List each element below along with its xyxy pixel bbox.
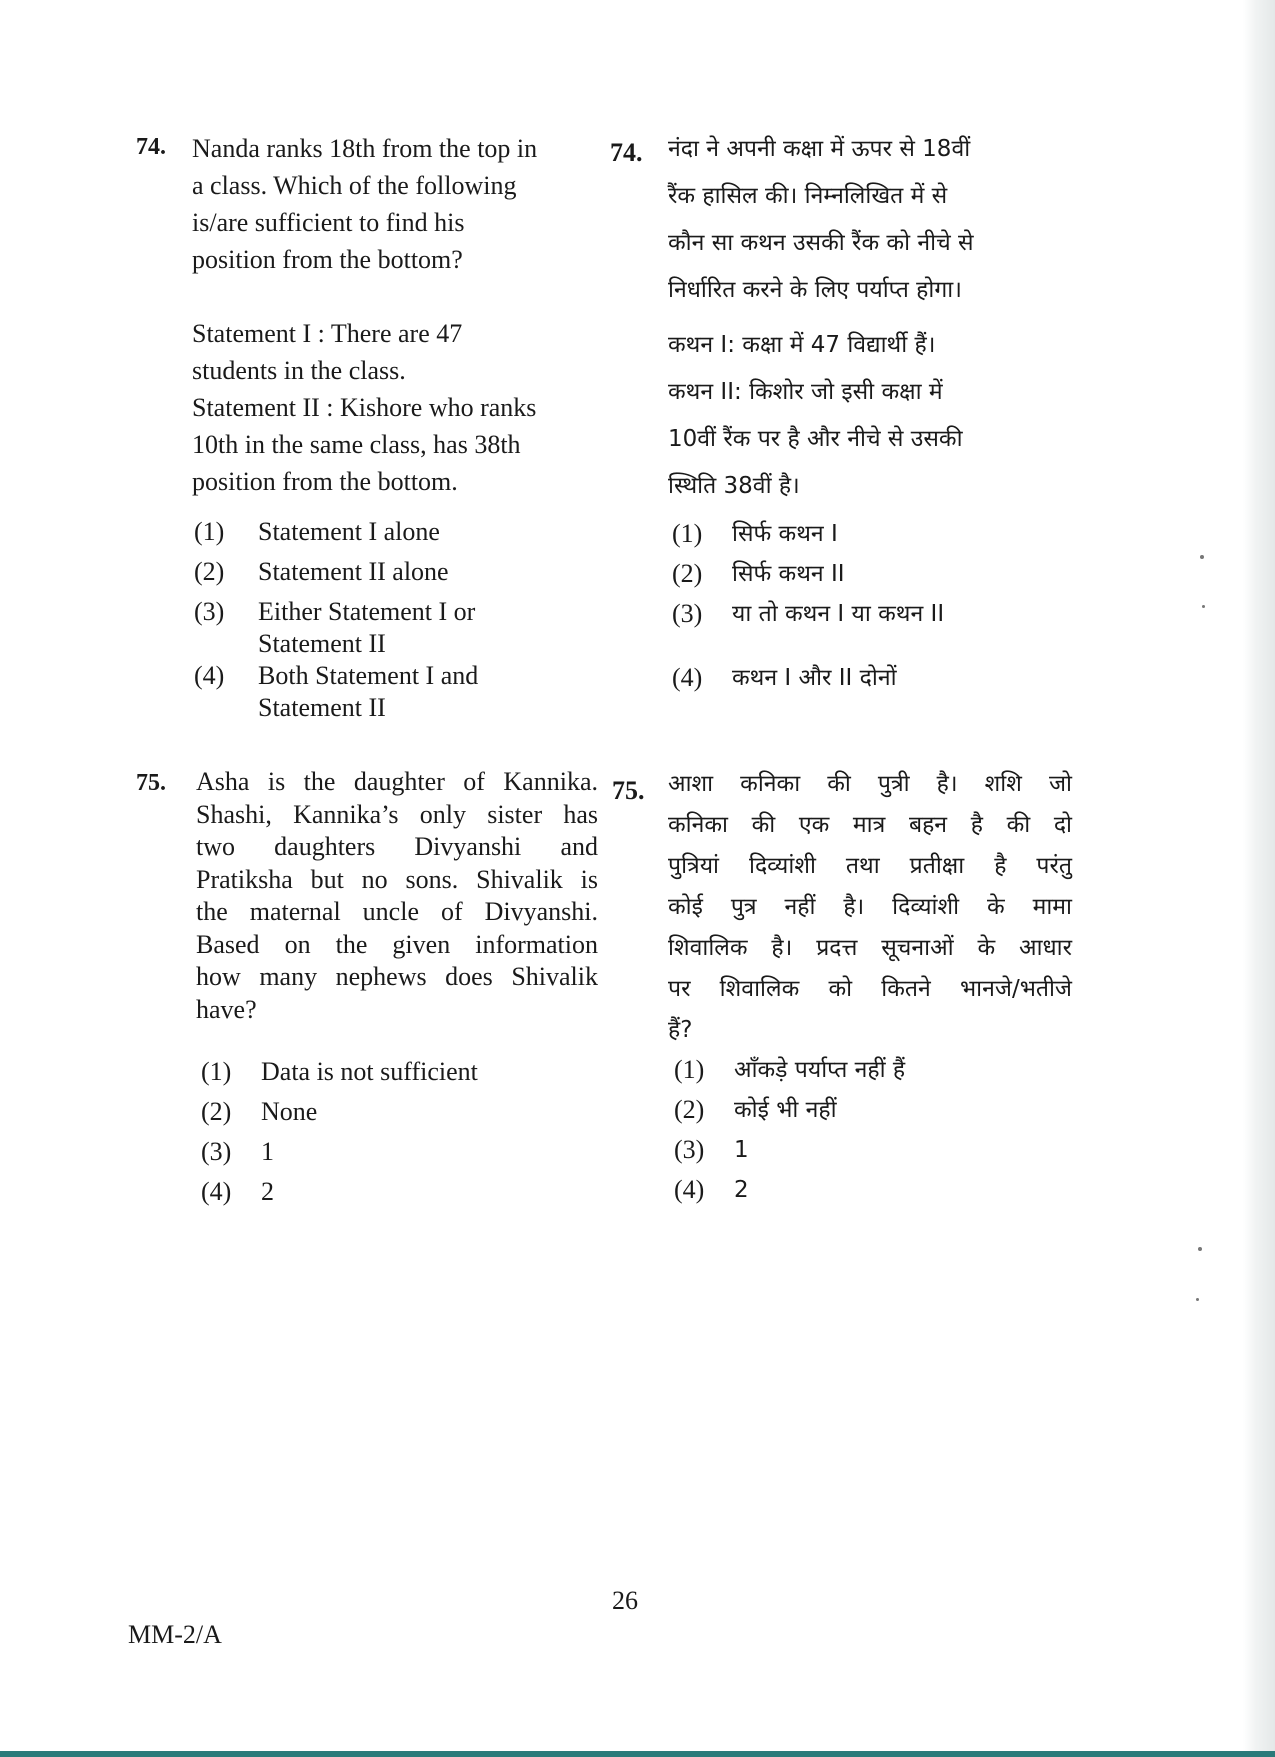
option-text: Both Statement I and (258, 661, 479, 690)
question-75-english (136, 766, 606, 1226)
question-line: कनिका की एक मात्र बहन है की दो (668, 812, 1072, 838)
option-number: (4) (194, 661, 225, 690)
option-number: (3) (201, 1137, 232, 1166)
option-text: सिर्फ कथन I (732, 521, 838, 547)
question-line: Nanda ranks 18th from the top in (192, 134, 538, 163)
scan-bottom-band (0, 1751, 1275, 1757)
question-number: 74. (610, 138, 643, 167)
question-number: 75. (136, 770, 166, 796)
option-text: या तो कथन I या कथन II (732, 601, 945, 627)
question-line: Shashi, Kannika’s only sister has (196, 799, 598, 829)
option-number: (1) (672, 519, 703, 548)
option-number: (4) (674, 1175, 705, 1204)
question-text (192, 130, 600, 278)
option-text: 1 (261, 1137, 274, 1166)
option-number: (1) (201, 1057, 232, 1086)
page-number: 26 (612, 1586, 638, 1615)
option-text: Statement II (258, 693, 386, 722)
option-text: None (261, 1097, 318, 1126)
statement-line: 10वीं रैंक पर है और नीचे से उसकी (668, 426, 963, 452)
option-text: कथन I और II दोनों (732, 665, 897, 691)
option-text: 2 (261, 1177, 274, 1206)
scan-speck (1196, 1298, 1199, 1301)
option-number: (2) (194, 557, 225, 586)
question-line: the maternal uncle of Divyanshi. (196, 897, 598, 926)
question-line: position from the bottom? (192, 245, 463, 274)
scan-speck (1200, 555, 1204, 559)
question-74-hindi (610, 126, 1080, 726)
question-line: two daughters Divyanshi and (196, 832, 598, 861)
statement-line: students in the class. (192, 356, 406, 385)
scan-speck (1202, 605, 1205, 608)
question-line: निर्धारित करने के लिए पर्याप्त होगा। (668, 277, 962, 303)
question-74-english (136, 130, 606, 730)
question-line: Based on the given information (196, 929, 598, 959)
option-text: Statement II alone (258, 557, 449, 586)
option-text: Statement II (258, 629, 386, 658)
question-number: 74. (136, 134, 166, 160)
scan-edge-shadow (1243, 0, 1275, 1757)
option-number: (3) (674, 1135, 705, 1164)
option-text: कोई भी नहीं (734, 1097, 837, 1123)
statement-line: कथन I: कक्षा में 47 विद्यार्थी हैं। (668, 332, 936, 358)
question-line: have? (196, 994, 257, 1024)
option-text: 2 (734, 1177, 749, 1203)
option-text: Data is not sufficient (261, 1057, 478, 1086)
question-line: Asha is the daughter of Kannika. (196, 767, 598, 796)
statement-line: position from the bottom. (192, 467, 458, 496)
question-line: नंदा ने अपनी कक्षा में ऊपर से 18वीं (668, 136, 971, 162)
option-number: (1) (674, 1055, 705, 1084)
scan-speck (1198, 1247, 1202, 1251)
question-line: a class. Which of the following (192, 171, 517, 200)
question-number: 75. (612, 776, 645, 805)
statements (668, 322, 1068, 510)
option-number: (2) (672, 559, 703, 588)
option-number: (4) (201, 1177, 232, 1206)
question-line: कोई पुत्र नहीं है। दिव्यांशी के मामा (668, 894, 1072, 920)
option-number: (4) (672, 663, 703, 692)
statement-line: Statement II : Kishore who ranks (192, 393, 537, 422)
question-line: आशा कनिका की पुत्री है। शशि जो (668, 771, 1072, 797)
statement-line: Statement I : There are 47 (192, 319, 463, 348)
option-number: (3) (672, 599, 703, 628)
statement-line: स्थिति 38वीं है। (668, 473, 800, 499)
question-text (668, 764, 1072, 1051)
option-text: आँकड़े पर्याप्त नहीं हैं (734, 1057, 906, 1083)
statement-line: 10th in the same class, has 38th (192, 430, 521, 459)
question-text (196, 766, 598, 1026)
option-text: Statement I alone (258, 517, 440, 546)
question-text (668, 126, 1068, 314)
question-line: पुत्रियां दिव्यांशी तथा प्रतीक्षा है परंतु (668, 853, 1072, 879)
question-line: शिवालिक है। प्रदत्त सूचनाओं के आधार (668, 935, 1072, 961)
question-line: हैं? (668, 1017, 693, 1043)
option-text: सिर्फ कथन II (732, 561, 845, 587)
paper-code: MM-2/A (128, 1620, 222, 1649)
question-line: कौन सा कथन उसकी रैंक को नीचे से (668, 230, 974, 256)
statements (192, 315, 600, 500)
option-number: (3) (194, 597, 225, 626)
option-text: Either Statement I or (258, 597, 476, 626)
option-number: (2) (674, 1095, 705, 1124)
option-number: (1) (194, 517, 225, 546)
question-line: is/are sufficient to find his (192, 208, 465, 237)
question-line: रैंक हासिल की। निम्नलिखित में से (668, 183, 948, 209)
option-number: (2) (201, 1097, 232, 1126)
question-line: Pratiksha but no sons. Shivalik is (196, 864, 598, 894)
question-line: how many nephews does Shivalik (196, 962, 598, 991)
statement-line: कथन II: किशोर जो इसी कक्षा में (668, 379, 943, 405)
option-text: 1 (734, 1137, 749, 1163)
question-75-hindi (612, 764, 1082, 1224)
question-line: पर शिवालिक को कितने भानजे/भतीजे (668, 976, 1072, 1002)
